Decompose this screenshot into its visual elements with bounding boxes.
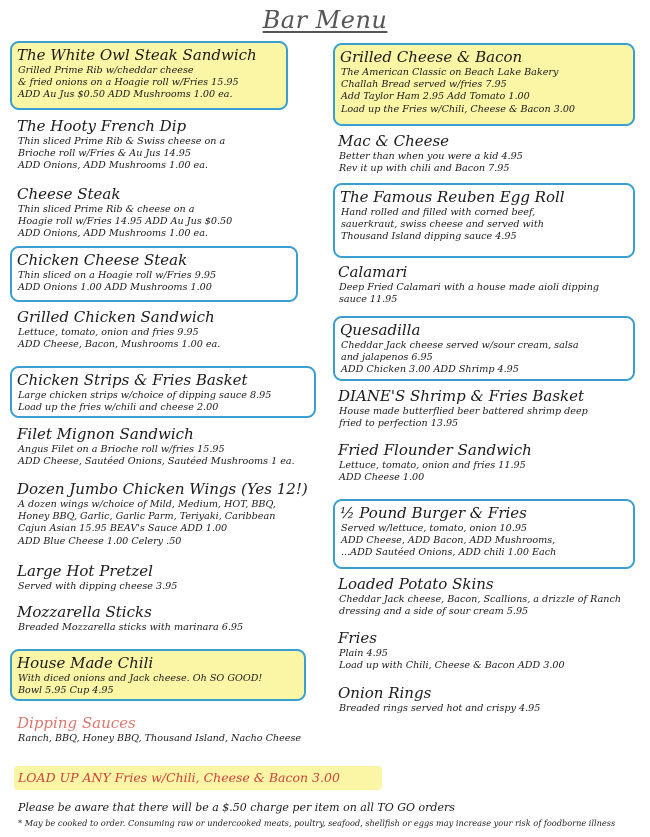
food-safety-disclaimer: * May be cooked to order. Consuming raw or undercooked meats, poultry, seafood, shellfish or eggs may increase your risk of foodborne illness	[18, 818, 616, 828]
menu-item-fries	[338, 629, 633, 672]
menu-item-potato-skins	[338, 575, 638, 618]
menu-item-french-dip	[17, 117, 307, 173]
item-name: The Hooty French Dip	[17, 117, 187, 135]
load-up-banner: LOAD UP ANY Fries w/Chili, Cheese & Bacon 3.00	[14, 766, 382, 790]
menu-item-onion-rings	[338, 684, 633, 715]
item-desc: Thin sliced Prime Rib & Swiss cheese on a Brioche roll w/Fries & Au Jus 14.95 ADD Onions, ADD Mushrooms 1.00 ea.	[18, 136, 226, 172]
menu-item-mozzarella-sticks	[17, 603, 307, 634]
item-desc: Thin sliced Prime Rib & cheese on a Hoagie roll w/Fries 14.95 ADD Au Jus $0.50 ADD Onions, ADD Mushrooms 1.00 ea.	[18, 204, 233, 240]
item-name: Filet Mignon Sandwich	[17, 425, 194, 443]
item-name: Loaded Potato Skins	[338, 575, 494, 593]
menu-item-reuben-egg-roll	[333, 183, 635, 258]
item-desc: With diced onions and Jack cheese. Oh SO GOOD! Bowl 5.95 Cup 4.95	[18, 673, 263, 697]
item-name: DIANE'S Shrimp & Fries Basket	[338, 387, 585, 405]
item-name: Fries	[338, 629, 377, 647]
menu-title: Bar Menu	[262, 6, 388, 34]
item-desc: Angus Filet on a Brioche roll w/fries 15.95 ADD Cheese, Sautéed Onions, Sautéed Mushrooms 1 ea.	[18, 444, 295, 468]
item-desc: Hand rolled and filled with corned beef, sauerkraut, swiss cheese and served with Thousand Island dipping sauce 4.95	[341, 207, 544, 243]
item-name: Large Hot Pretzel	[17, 562, 153, 580]
item-name: Calamari	[338, 263, 408, 281]
item-desc: Deep Fried Calamari with a house made aioli dipping sauce 11.95	[339, 282, 600, 306]
to-go-notice: Please be aware that there will be a $.50 charge per item on all TO GO orders	[18, 801, 455, 814]
item-desc: Cheddar Jack cheese, Bacon, Scallions, a drizzle of Ranch dressing and a side of sour cream 5.95	[339, 594, 622, 618]
item-desc: Breaded rings served hot and crispy 4.95	[339, 703, 541, 714]
item-desc: Thin sliced on a Hoagie roll w/Fries 9.95 ADD Onions 1.00 ADD Mushrooms 1.00	[18, 270, 217, 294]
menu-item-shrimp-basket	[338, 387, 633, 430]
menu-item-calamari	[338, 263, 633, 306]
menu-item-quesadilla	[333, 316, 635, 381]
item-desc: Served w/lettuce, tomato, onion 10.95 ADD Cheese, ADD Bacon, ADD Mushrooms, ...ADD Sautéed Onions, ADD chili 1.00 Each	[341, 523, 557, 559]
item-desc: Breaded Mozzarella sticks with marinara 6.95	[18, 622, 244, 633]
item-name: Mozzarella Sticks	[17, 603, 152, 621]
item-name: Mac & Cheese	[338, 132, 450, 150]
menu-item-chicken-wings	[17, 480, 322, 548]
item-name: ½ Pound Burger & Fries	[340, 504, 527, 522]
item-desc: A dozen wings w/choice of Mild, Medium, HOT, BBQ, Honey BBQ, Garlic, Garlic Parm, Teriyaki, Caribbean Cajun Asian 15.95 BEAV's Sauce ADD 1.00 ADD Blue Cheese 1.00 Celery .50	[18, 499, 276, 547]
menu-item-fried-flounder	[338, 441, 633, 484]
item-name: Chicken Cheese Steak	[17, 251, 188, 269]
menu-item-chicken-strips	[10, 366, 316, 418]
item-desc: Large chicken strips w/choice of dipping sauce 8.95 Load up the fries w/chili and cheese 2.00	[18, 390, 272, 414]
item-name: Onion Rings	[338, 684, 432, 702]
menu-item-dipping-sauces	[17, 714, 337, 745]
menu-item-cheese-steak	[17, 185, 307, 241]
menu-item-grilled-cheese-bacon	[333, 43, 635, 126]
item-desc: Served with dipping cheese 3.95	[18, 581, 178, 592]
menu-item-white-owl	[10, 41, 288, 110]
menu-item-burger-fries	[333, 499, 635, 569]
item-name: The White Owl Steak Sandwich	[17, 46, 257, 64]
item-name: Quesadilla	[340, 321, 421, 339]
item-desc: Lettuce, tomato, onion and fries 9.95 ADD Cheese, Bacon, Mushrooms 1.00 ea.	[18, 327, 221, 351]
item-name: Grilled Chicken Sandwich	[17, 308, 215, 326]
item-name: Fried Flounder Sandwich	[338, 441, 532, 459]
item-desc: House made butterflied beer battered shrimp deep fried to perfection 13.95	[339, 406, 588, 430]
item-desc: Cheddar Jack cheese served w/sour cream, salsa and jalapenos 6.95 ADD Chicken 3.00 ADD Shrimp 4.95	[341, 340, 579, 376]
menu-item-hot-pretzel	[17, 562, 307, 593]
item-name: Chicken Strips & Fries Basket	[17, 371, 248, 389]
item-desc: Better than when you were a kid 4.95 Rev it up with chili and Bacon 7.95	[339, 151, 523, 175]
item-name: Dozen Jumbo Chicken Wings (Yes 12!)	[17, 480, 308, 498]
menu-item-grilled-chicken	[17, 308, 307, 351]
menu-item-mac-cheese	[338, 132, 633, 175]
item-desc: Plain 4.95 Load up with Chili, Cheese & Bacon ADD 3.00	[339, 648, 565, 672]
item-desc: The American Classic on Beach Lake Bakery Challah Bread served w/fries 7.95 Add Taylor Ham 2.95 Add Tomato 1.00 Load up the Fries w/Chili, Cheese & Bacon 3.00	[341, 67, 576, 115]
item-desc: Lettuce, tomato, onion and fries 11.95 ADD Cheese 1.00	[339, 460, 526, 484]
item-name: House Made Chili	[17, 654, 154, 672]
menu-item-chicken-cheese-steak	[10, 246, 298, 302]
item-desc: Grilled Prime Rib w/cheddar cheese & fried onions on a Hoagie roll w/Fries 15.95 ADD Au Jus $0.50 ADD Mushrooms 1.00 ea.	[18, 65, 239, 101]
menu-item-filet-mignon	[17, 425, 317, 468]
item-desc: Ranch, BBQ, Honey BBQ, Thousand Island, Nacho Cheese	[18, 733, 302, 744]
item-name: The Famous Reuben Egg Roll	[340, 188, 565, 206]
menu-item-house-chili	[10, 649, 306, 701]
item-name: Cheese Steak	[17, 185, 121, 203]
item-name: Dipping Sauces	[17, 714, 136, 732]
item-name: Grilled Cheese & Bacon	[340, 48, 523, 66]
